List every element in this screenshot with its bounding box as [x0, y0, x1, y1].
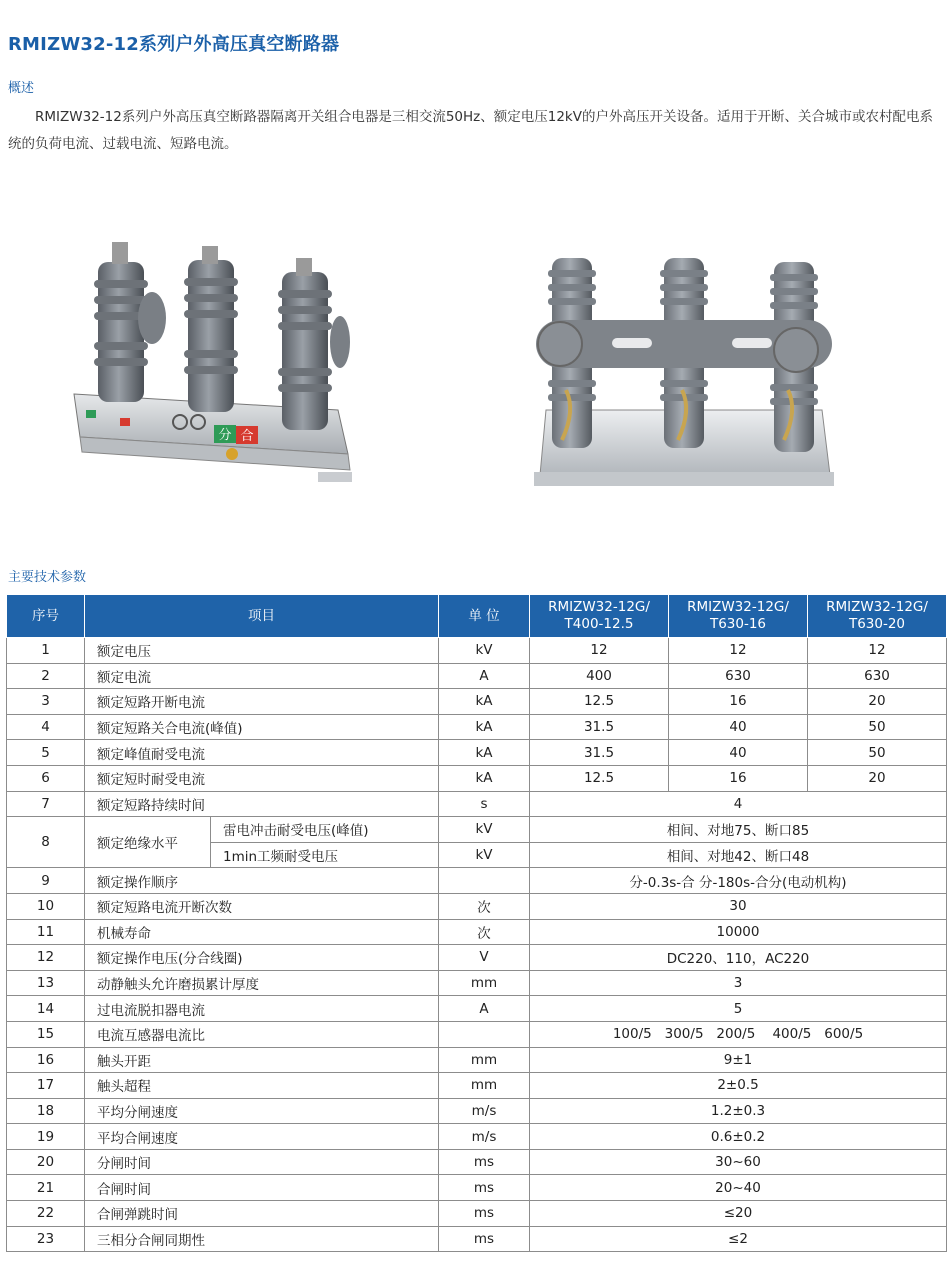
- header-model-1-line1: RMIZW32-12G/: [548, 599, 650, 615]
- row-unit: [439, 1021, 530, 1047]
- row-value-1: 12: [530, 638, 669, 664]
- row-item: 额定操作电压(分合线圈): [85, 945, 439, 971]
- row-no: 4: [7, 714, 85, 740]
- row-item: 合闸弹跳时间: [85, 1201, 439, 1227]
- row-unit: ms: [439, 1149, 530, 1175]
- row-value: 100/5 300/5 200/5 400/5 600/5: [530, 1021, 947, 1047]
- header-model-2-line2: T630-16: [709, 616, 767, 632]
- row-unit: kA: [439, 765, 530, 791]
- product-photo-left: [68, 232, 358, 507]
- row-value-2: 16: [669, 765, 808, 791]
- row-no: 13: [7, 970, 85, 996]
- row-item: 触头超程: [85, 1073, 439, 1099]
- overview-heading: 概述: [8, 81, 35, 96]
- row-item: 平均分闸速度: [85, 1098, 439, 1124]
- row-no: 15: [7, 1021, 85, 1047]
- header-model-3: [808, 595, 947, 638]
- params-heading: 主要技术参数: [8, 570, 87, 585]
- row-unit: kV: [439, 638, 530, 664]
- table-row: [7, 1021, 947, 1047]
- row-unit: A: [439, 996, 530, 1022]
- row-no: 12: [7, 945, 85, 971]
- row-no: 9: [7, 868, 85, 894]
- header-model-2: [669, 595, 808, 638]
- row-unit: 次: [439, 893, 530, 919]
- row-no: 18: [7, 1098, 85, 1124]
- row-item: 平均合闸速度: [85, 1124, 439, 1150]
- table-row: [7, 714, 947, 740]
- row-value-2: 12: [669, 638, 808, 664]
- row-unit: [439, 868, 530, 894]
- row-value: 10000: [530, 919, 947, 945]
- row-value: ≤2: [530, 1226, 947, 1252]
- page-title: RMIZW32-12系列户外高压真空断路器: [8, 34, 340, 55]
- header-model-1: [530, 595, 669, 638]
- row-value: 4: [530, 791, 947, 817]
- header-no: 序号: [7, 595, 85, 638]
- row-item: 额定电压: [85, 638, 439, 664]
- table-row: [7, 919, 947, 945]
- row-no: 22: [7, 1201, 85, 1227]
- row-unit: ms: [439, 1175, 530, 1201]
- breaker-illustration-left: [68, 232, 358, 507]
- row-item: 动静触头允许磨损累计厚度: [85, 970, 439, 996]
- row-subitem: 1min工频耐受电压: [211, 842, 439, 868]
- row-value: ≤20: [530, 1201, 947, 1227]
- row-value-1: 12.5: [530, 765, 669, 791]
- row-item: 额定短路开断电流: [85, 689, 439, 715]
- row-value-1: 400: [530, 663, 669, 689]
- table-row: [7, 817, 947, 843]
- row-item: 触头开距: [85, 1047, 439, 1073]
- row-value: 1.2±0.3: [530, 1098, 947, 1124]
- header-unit: 单 位: [439, 595, 530, 638]
- row-value-1: 31.5: [530, 740, 669, 766]
- table-row: [7, 970, 947, 996]
- table-row: [7, 1047, 947, 1073]
- table-row: [7, 791, 947, 817]
- row-value: 相间、对地42、断口48: [530, 842, 947, 868]
- row-value-3: 20: [808, 765, 947, 791]
- row-value-3: 12: [808, 638, 947, 664]
- row-no: 19: [7, 1124, 85, 1150]
- row-item: 额定操作顺序: [85, 868, 439, 894]
- row-value-3: 20: [808, 689, 947, 715]
- row-value-3: 50: [808, 740, 947, 766]
- table-row: [7, 996, 947, 1022]
- row-item: 额定短路电流开断次数: [85, 893, 439, 919]
- header-model-1-line2: T400-12.5: [564, 616, 634, 632]
- row-unit: ms: [439, 1226, 530, 1252]
- table-row: [7, 638, 947, 664]
- table-row: [7, 1226, 947, 1252]
- row-value: 0.6±0.2: [530, 1124, 947, 1150]
- table-row: [7, 1098, 947, 1124]
- row-value: 30: [530, 893, 947, 919]
- row-value-2: 40: [669, 714, 808, 740]
- row-value: 2±0.5: [530, 1073, 947, 1099]
- row-unit: ms: [439, 1201, 530, 1227]
- row-no: 1: [7, 638, 85, 664]
- row-value: 5: [530, 996, 947, 1022]
- row-no: 3: [7, 689, 85, 715]
- header-model-2-line1: RMIZW32-12G/: [687, 599, 789, 615]
- row-value-2: 630: [669, 663, 808, 689]
- row-no: 11: [7, 919, 85, 945]
- overview-text: RMIZW32-12系列户外高压真空断路器隔离开关组合电器是三相交流50Hz、额定电压12kV的户外高压开关设备。适用于开断、关合城市或农村配电系统的负荷电流、过载电流、短路电流。: [8, 109, 933, 152]
- row-no: 23: [7, 1226, 85, 1252]
- table-row: [7, 945, 947, 971]
- row-value-3: 630: [808, 663, 947, 689]
- table-row: [7, 893, 947, 919]
- row-item: 额定短路关合电流(峰值): [85, 714, 439, 740]
- header-model-3-line1: RMIZW32-12G/: [826, 599, 928, 615]
- row-item: 过电流脱扣器电流: [85, 996, 439, 1022]
- row-no: 6: [7, 765, 85, 791]
- row-value: 30~60: [530, 1149, 947, 1175]
- table-row: [7, 868, 947, 894]
- row-no: 7: [7, 791, 85, 817]
- table-row: [7, 765, 947, 791]
- row-no: 14: [7, 996, 85, 1022]
- row-item: 额定绝缘水平: [85, 817, 211, 868]
- row-item: 机械寿命: [85, 919, 439, 945]
- row-unit: A: [439, 663, 530, 689]
- row-item: 额定短路持续时间: [85, 791, 439, 817]
- table-row: [7, 1149, 947, 1175]
- row-unit: kA: [439, 714, 530, 740]
- row-unit: V: [439, 945, 530, 971]
- row-unit: kA: [439, 740, 530, 766]
- breaker-illustration-right: [526, 240, 842, 505]
- row-item: 合闸时间: [85, 1175, 439, 1201]
- row-value: 20~40: [530, 1175, 947, 1201]
- row-value-2: 40: [669, 740, 808, 766]
- row-value: 相间、对地75、断口85: [530, 817, 947, 843]
- row-item: 额定峰值耐受电流: [85, 740, 439, 766]
- table-row: [7, 1201, 947, 1227]
- row-no: 10: [7, 893, 85, 919]
- row-value-2: 16: [669, 689, 808, 715]
- row-unit: kA: [439, 689, 530, 715]
- table-row: [7, 1073, 947, 1099]
- product-photo-right: [526, 240, 842, 505]
- row-item: 三相分合闸同期性: [85, 1226, 439, 1252]
- table-row: [7, 1175, 947, 1201]
- row-value-1: 31.5: [530, 714, 669, 740]
- row-item: 电流互感器电流比: [85, 1021, 439, 1047]
- row-unit: m/s: [439, 1124, 530, 1150]
- row-unit: kV: [439, 817, 530, 843]
- table-row: [7, 663, 947, 689]
- header-model-3-line2: T630-20: [848, 616, 906, 632]
- row-unit: kV: [439, 842, 530, 868]
- row-value-1: 12.5: [530, 689, 669, 715]
- row-subitem: 雷电冲击耐受电压(峰值): [211, 817, 439, 843]
- table-header-row: [7, 595, 947, 638]
- table-row: [7, 689, 947, 715]
- row-item: 分闸时间: [85, 1149, 439, 1175]
- row-unit: m/s: [439, 1098, 530, 1124]
- table-row: [7, 740, 947, 766]
- row-no: 21: [7, 1175, 85, 1201]
- header-item: 项目: [85, 595, 439, 638]
- row-item: 额定电流: [85, 663, 439, 689]
- row-no: 20: [7, 1149, 85, 1175]
- open-mark: 分: [218, 428, 232, 443]
- row-no: 2: [7, 663, 85, 689]
- row-item: 额定短时耐受电流: [85, 765, 439, 791]
- row-unit: mm: [439, 970, 530, 996]
- row-unit: 次: [439, 919, 530, 945]
- row-unit: s: [439, 791, 530, 817]
- row-value: 3: [530, 970, 947, 996]
- row-value: DC220、110，AC220: [530, 945, 947, 971]
- row-no: 8: [7, 817, 85, 868]
- spec-table: [6, 594, 947, 1252]
- row-unit: mm: [439, 1047, 530, 1073]
- row-value-3: 50: [808, 714, 947, 740]
- row-no: 17: [7, 1073, 85, 1099]
- row-value: 分-0.3s-合 分-180s-合分(电动机构): [530, 868, 947, 894]
- close-mark: 合: [240, 429, 254, 444]
- row-value: 9±1: [530, 1047, 947, 1073]
- row-no: 16: [7, 1047, 85, 1073]
- table-row: [7, 1124, 947, 1150]
- row-no: 5: [7, 740, 85, 766]
- row-unit: mm: [439, 1073, 530, 1099]
